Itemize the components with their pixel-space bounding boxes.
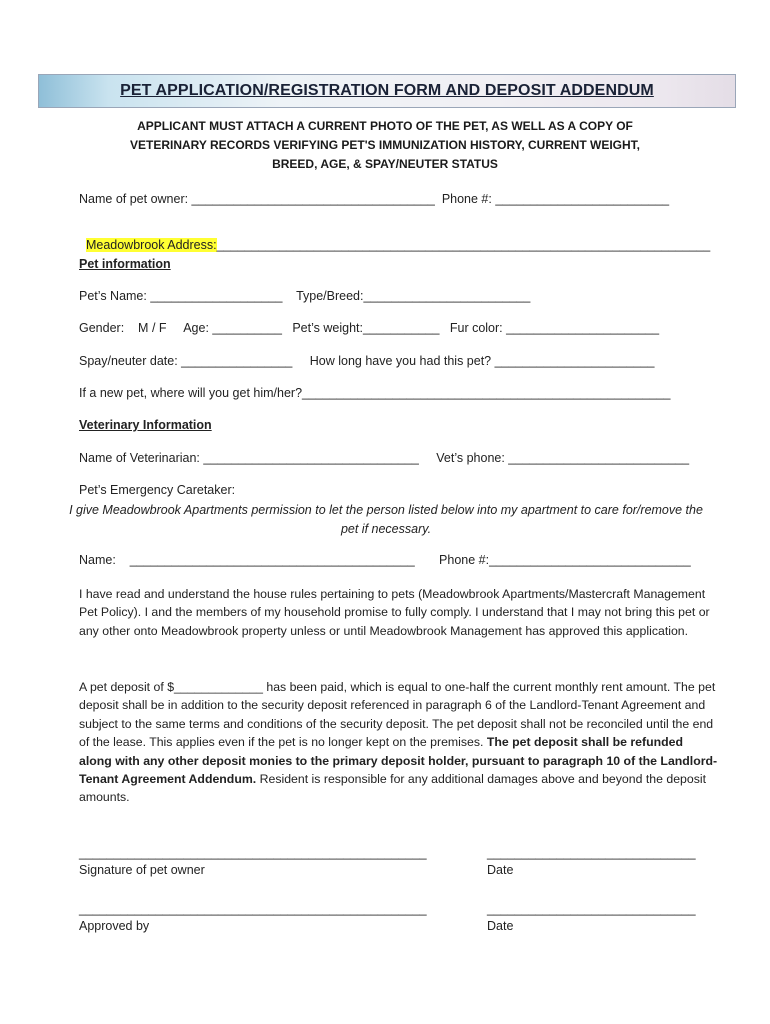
- deposit-responsibility-text: Resident is responsible for any additional damages above and beyond the deposit amounts.: [79, 772, 707, 805]
- gender-age-weight-fur-field[interactable]: Gender: M / F Age: __________ Pet’s weight:___________ Fur color: ______________________: [79, 321, 660, 335]
- address-field[interactable]: [79, 224, 710, 252]
- deposit-text: A pet deposit of $_____________ has been paid, which is equal to one-half the current monthly rent amount. The pet deposit shall be in addition to the security deposit referenced in paragraph 6 of the Landlord-Tenant Agreement and subject to the same terms and conditions of the security deposit. The pet deposit shall not be reconciled until the end of the lease. This applies even if the pet is no longer kept on the premises.: [79, 680, 716, 750]
- house-rules-paragraph: I have read and understand the house rules pertaining to pets (Meadowbrook Apartments/Mastercraft Management Pet Policy). I and the members of my household promise to fully comply. I understand that I may not bring this pet or any other onto Meadowbrook property unless or until Meadowbrook Management has approved this application.: [79, 587, 710, 638]
- date-line-1[interactable]: ______________________________: [487, 846, 696, 860]
- signature-label: Signature of pet owner: [79, 863, 205, 877]
- pet-name-breed-field[interactable]: Pet’s Name: ___________________ Type/Breed:________________________: [79, 289, 531, 303]
- form-title-banner: [38, 74, 736, 108]
- instructions-line-2: VETERINARY RECORDS VERIFYING PET'S IMMUNIZATION HISTORY, CURRENT WEIGHT,: [130, 138, 640, 152]
- veterinary-information-heading: Veterinary Information: [79, 418, 212, 432]
- pet-information-heading: Pet information: [79, 257, 171, 271]
- date-line-2[interactable]: ______________________________: [487, 902, 696, 916]
- deposit-paragraph: [79, 678, 719, 807]
- emergency-caretaker-label: Pet’s Emergency Caretaker:: [79, 483, 236, 497]
- new-pet-source-field[interactable]: If a new pet, where will you get him/her?_____________________________________________________: [79, 386, 671, 400]
- permission-statement: I give Meadowbrook Apartments permission to let the person listed below into my apartment to care for/remove the pet if necessary.: [69, 503, 703, 536]
- deposit-refund-text: The pet deposit shall be refunded along with any other deposit monies to the primary deposit holder, pursuant to paragraph 10 of the Landlord-Tenant Agreement Addendum.: [79, 735, 718, 787]
- approved-by-line[interactable]: __________________________________________________: [79, 902, 427, 916]
- date-label-2: Date: [487, 919, 514, 933]
- address-label: Meadowbrook Address:: [85, 238, 217, 252]
- signature-line[interactable]: __________________________________________________: [79, 846, 427, 860]
- veterinarian-field[interactable]: Name of Veterinarian: _______________________________ Vet’s phone: __________________________: [79, 451, 690, 465]
- form-title: PET APPLICATION/REGISTRATION FORM AND DEPOSIT ADDENDUM: [120, 82, 654, 99]
- instructions-line-3: BREED, AGE, & SPAY/NEUTER STATUS: [272, 157, 498, 171]
- owner-name-phone-field[interactable]: Name of pet owner: ___________________________________ Phone #: _________________________: [79, 192, 670, 206]
- address-blank[interactable]: _______________________________________________________________________: [216, 238, 711, 252]
- date-label-1: Date: [487, 863, 514, 877]
- spay-neuter-field[interactable]: Spay/neuter date: ________________ How long have you had this pet? _______________________: [79, 354, 655, 368]
- caretaker-name-phone-field[interactable]: Name: _________________________________________ Phone #:_____________________________: [79, 553, 691, 567]
- approved-by-label: Approved by: [79, 919, 150, 933]
- instructions-line-1: APPLICANT MUST ATTACH A CURRENT PHOTO OF THE PET, AS WELL AS A COPY OF: [137, 119, 633, 133]
